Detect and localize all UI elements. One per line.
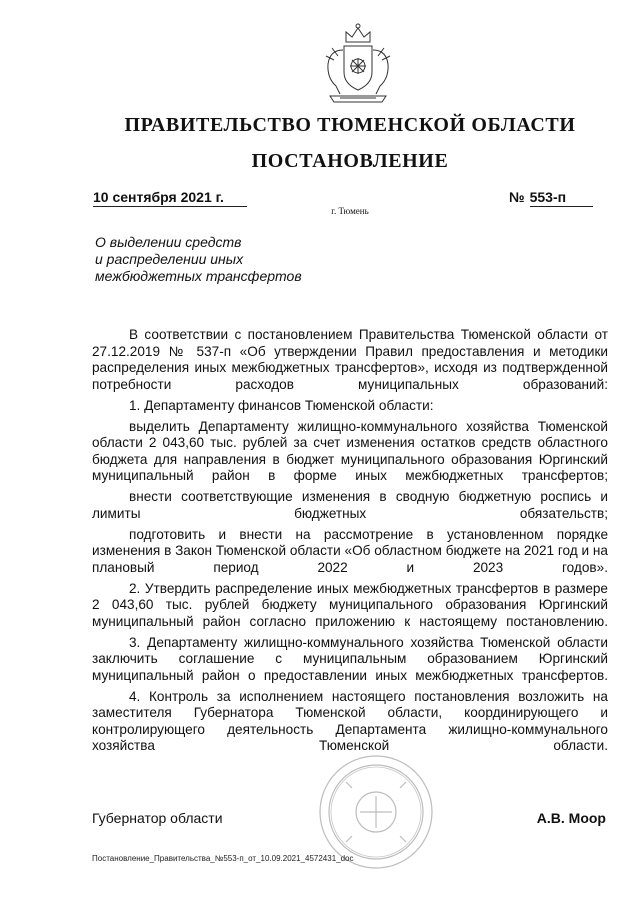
document-date: 10 сентября 2021 г.	[93, 189, 247, 207]
city-label: г. Тюмень	[331, 206, 369, 216]
document-subject	[95, 234, 355, 285]
document-body	[92, 327, 608, 759]
coat-of-arms-icon	[316, 20, 400, 108]
subject-line: О выделении средств	[95, 234, 242, 250]
body-paragraph: выделить Департаменту жилищно-коммунального хозяйства Тюменской области 2 043,60 тыс. рублей за счет изменения остатков средств областного бюджета для направления в бюджет муниципального образования Юргинский муниципальный район в форме иных межбюджетных трансфертов;	[92, 418, 608, 483]
signatory-name: А.В. Моор	[536, 810, 606, 826]
document-type: ПОСТАНОВЛЕНИЕ	[251, 150, 449, 172]
body-paragraph: подготовить и внести на рассмотрение в установленном порядке изменения в Закон Тюменской области «Об областном бюджете на 2021 год и на плановый период 2022 и 2023 годов».	[92, 526, 608, 575]
number-sign: №	[509, 189, 525, 205]
organization-title: ПРАВИТЕЛЬСТВО ТЮМЕНСКОЙ ОБЛАСТИ	[124, 114, 576, 136]
body-paragraph: внести соответствующие изменения в сводную бюджетную роспись и лимиты бюджетных обязательств;	[92, 489, 608, 521]
body-paragraph: 4. Контроль за исполнением настоящего постановления возложить на заместителя Губернатора Тюменской области, координирующего и контролирующего деятельность Департамента жилищно-коммунального хозяйства Тюменской области.	[92, 688, 608, 753]
signatory-role: Губернатор области	[92, 810, 223, 826]
number-value: 553-п	[530, 189, 593, 207]
body-paragraph: В соответствии с постановлением Правительства Тюменской области от 27.12.2019 № 537-п «Об утверждении Правил предоставления и методики распределения иных межбюджетных трансфертов», исходя из подтвержденной потребности расходов муниципальных образований:	[92, 327, 608, 392]
subject-line: и распределении иных	[95, 251, 244, 267]
body-paragraph: 2. Утвердить распределение иных межбюджетных трансфертов в размере 2 043,60 тыс. рублей бюджету муниципального образования Юргинский муниципальный район согласно приложению к настоящему постановлению.	[92, 580, 608, 629]
body-paragraph: 1. Департаменту финансов Тюменской области:	[129, 397, 434, 413]
subject-line: межбюджетных трансфертов	[95, 268, 302, 284]
file-footer: Постановление_Правительства_№553-п_от_10.09.2021_4572431_doc	[92, 854, 354, 863]
body-paragraph: 3. Департаменту жилищно-коммунального хозяйства Тюменской области заключить соглашение с муниципальным образованием Юргинский муниципальный район о предоставлении иных межбюджетных трансфертов.	[92, 634, 608, 683]
document-number	[509, 189, 605, 207]
